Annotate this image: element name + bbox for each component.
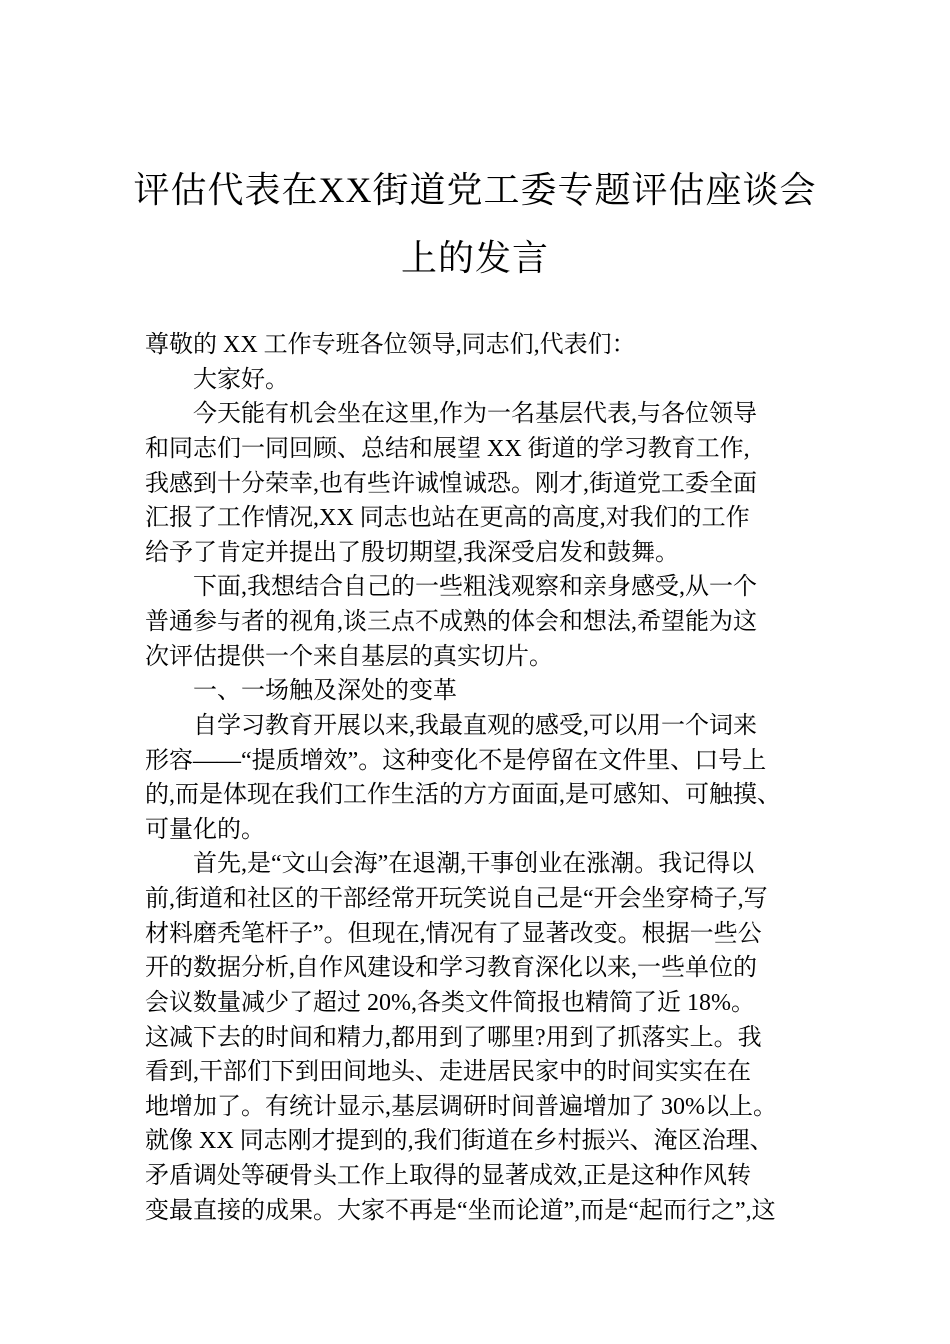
body-text-line: 首先,是“文山会海”在退潮,干事创业在涨潮。我记得以	[193, 851, 755, 878]
body-text-line: 尊敬的 XX 工作专班各位领导,同志们,代表们：	[145, 332, 636, 358]
body-text-line: 一、一场触及深处的变革	[193, 678, 457, 705]
body-text-line: 大家好。	[193, 366, 289, 393]
body-text-line: 我感到十分荣幸,也有些许诚惶诚恐。刚才,街道党工委全面	[145, 470, 757, 497]
document-title-line-2: 上的发言	[400, 238, 549, 278]
body-text-line: 地增加了。有统计显示,基层调研时间普遍增加了 30%以上。	[145, 1093, 777, 1120]
document-body	[145, 328, 825, 1228]
body-text-line: 汇报了工作情况,XX 同志也站在更高的高度,对我们的工作	[145, 505, 750, 532]
body-text-line: 次评估提供一个来自基层的真实切片。	[145, 643, 553, 670]
body-text-line: 看到,干部们下到田间地头、走进居民家中的时间实实在在	[145, 1059, 751, 1086]
body-text-line: 普通参与者的视角,谈三点不成熟的体会和想法,希望能为这	[145, 609, 757, 635]
document-title-line-1: 评估代表在XX街道党工委专题评估座谈会	[133, 170, 817, 210]
body-text-line: 和同志们一同回顾、总结和展望 XX 街道的学习教育工作,	[145, 435, 750, 462]
body-text-line: 可量化的。	[145, 816, 265, 843]
body-text-line: 变最直接的成果。大家不再是“坐而论道”,而是“起而行之”,这	[145, 1197, 776, 1224]
body-text-line: 材料磨秃笔杆子”。但现在,情况有了显著改变。根据一些公	[145, 920, 762, 947]
body-text-line: 就像 XX 同志刚才提到的,我们街道在乡村振兴、淹区治理、	[145, 1128, 774, 1155]
body-text-line: 自学习教育开展以来,我最直观的感受,可以用一个词来	[193, 712, 757, 739]
body-text-line: 给予了肯定并提出了殷切期望,我深受启发和鼓舞。	[145, 539, 679, 566]
body-text-line: 前,街道和社区的干部经常开玩笑说自己是“开会坐穿椅子,写	[145, 886, 768, 912]
body-text-line: 这减下去的时间和精力,都用到了哪里?用到了抓落实上。我	[145, 1024, 762, 1051]
body-text-line: 今天能有机会坐在这里,作为一名基层代表,与各位领导	[193, 401, 757, 428]
body-text-line: 的,而是体现在我们工作生活的方方面面,是可感知、可触摸、	[145, 782, 781, 809]
body-text-line: 开的数据分析,自作风建设和学习教育深化以来,一些单位的	[145, 955, 757, 982]
body-text-line: 下面,我想结合自己的一些粗浅观察和亲身感受,从一个	[193, 574, 757, 601]
body-text-line: 矛盾调处等硬骨头工作上取得的显著成效,正是这种作风转	[145, 1163, 751, 1189]
body-text-line: 会议数量减少了超过 20%,各类文件简报也精简了近 18%。	[145, 989, 755, 1016]
body-text-line: 形容——“提质增效”。这种变化不是停留在文件里、口号上	[145, 747, 767, 774]
